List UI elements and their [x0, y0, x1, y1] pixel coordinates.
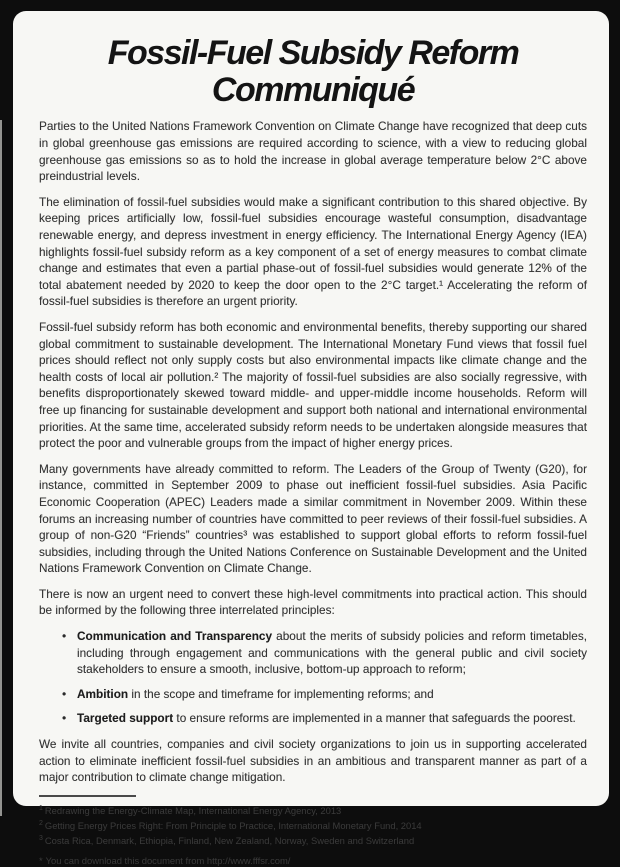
list-item-communication [77, 628, 587, 678]
footnote-2 [39, 817, 587, 832]
bullet-text: to ensure reforms are implemented in a manner that safeguards the poorest. [173, 711, 576, 726]
paragraph-commitments: Many governments have already committed to reform. The Leaders of the Group of Twenty (G20), for instance, committed in September 2009 to phase out inefficient fossil-fuel subsidies. Asia Pacific Economic Cooperation (APEC) Leaders made a similar commitment in November 2009. Within these forums an increasing number of countries have committed to peer reviews of their fossil-fuel subsidies. A group of non-G20 “Friends” countries³ was established to support global efforts to reform fossil-fuel subsidies, including through the United Nations Conference on Sustainable Development and the United Nations Framework Convention on Climate Change. [39, 461, 587, 576]
list-item-ambition [77, 686, 587, 703]
footnote-text: Costa Rica, Denmark, Ethiopia, Finland, New Zealand, Norway, Sweden and Switzerland [44, 835, 415, 847]
document-title-line1: Fossil-Fuel Subsidy Reform [107, 34, 519, 72]
document-page [13, 11, 609, 866]
footnote-text: Redrawing the Energy-Climate Map, International Energy Agency, 2013 [44, 804, 342, 816]
scan-edge-artifact [0, 120, 2, 816]
footnote-text: Getting Energy Prices Right: From Principle to Practice, International Monetary Fund, 2014 [44, 820, 422, 832]
bullet-lead: Communication and Transparency [77, 629, 273, 644]
bullet-lead: Ambition [77, 686, 129, 701]
footnote-marker: 2 [39, 820, 43, 828]
bullet-lead: Targeted support [77, 711, 174, 726]
download-note-marker: * [39, 854, 43, 866]
list-item-targeted-support [77, 710, 587, 727]
paragraph-elimination: The elimination of fossil-fuel subsidies would make a significant contribution to this shared objective. By keeping prices artificially low, fossil-fuel subsidies encourage wasteful consumption, disadvantage renewable energy, and depress investment in energy efficiency. The International Energy Agency (IEA) highlights fossil-fuel subsidy reform as a key component of a set of energy measures to combat climate change and estimates that even a partial phase-out of fossil-fuel subsidies would generate 12% of the total abatement needed by 2020 to keep the door open to the 2°C target.¹ Accelerating the reform of fossil-fuel subsidies is therefore an urgent priority. [39, 194, 587, 309]
footnote-marker: 1 [39, 804, 43, 812]
document-title [39, 35, 587, 108]
footnote-1 [39, 802, 587, 817]
footnote-marker: 3 [39, 835, 43, 843]
principles-list [39, 628, 587, 727]
footnote-divider [39, 795, 136, 797]
paragraph-benefits: Fossil-fuel subsidy reform has both economic and environmental benefits, thereby supporting our shared global commitment to sustainable development. The International Monetary Fund views that fossil fuel prices should reflect not only supply costs but also environmental impacts like climate change and the health costs of local air pollution.² The majority of fossil-fuel subsidies are also socially regressive, with benefits disproportionately skewed toward middle- and upper-middle income households. Reform will free up financing for sustainable development and support both national and international environmental priorities. At the same time, accelerated subsidy reform needs to be undertaken alongside measures that protect the poor and vulnerable groups from the impact of higher energy prices. [39, 319, 587, 451]
bullet-text: in the scope and timeframe for implementing reforms; and [128, 686, 434, 701]
download-note-text: You can download this document from http://www.fffsr.com/ [45, 854, 291, 866]
paragraph-principles-intro: There is now an urgent need to convert these high-level commitments into practical action. This should be informed by the following three interrelated principles: [39, 586, 587, 618]
paragraph-closing-invitation: We invite all countries, companies and civil society organizations to join us in supporting accelerated action to eliminate inefficient fossil-fuel subsidies in an ambitious and transparent manner as part of a major contribution to climate change mitigation. [39, 737, 587, 785]
paragraph-unfccc-intro: Parties to the United Nations Framework Convention on Climate Change have recognized that deep cuts in global greenhouse gas emissions are required according to science, with a view to reducing global greenhouse gas emissions so as to hold the increase in global average temperature below 2°C above preindustrial levels. [39, 119, 587, 184]
bullet-text: about the merits of subsidy policies and reform timetables, including through engagement and communications with the general public and civil society stakeholders to ensure a smooth, inclusive, bottom-up approach to reform; [77, 629, 587, 677]
document-title-line2: Communiqué [211, 70, 415, 109]
footnote-3 [39, 832, 587, 847]
download-note [39, 854, 587, 867]
